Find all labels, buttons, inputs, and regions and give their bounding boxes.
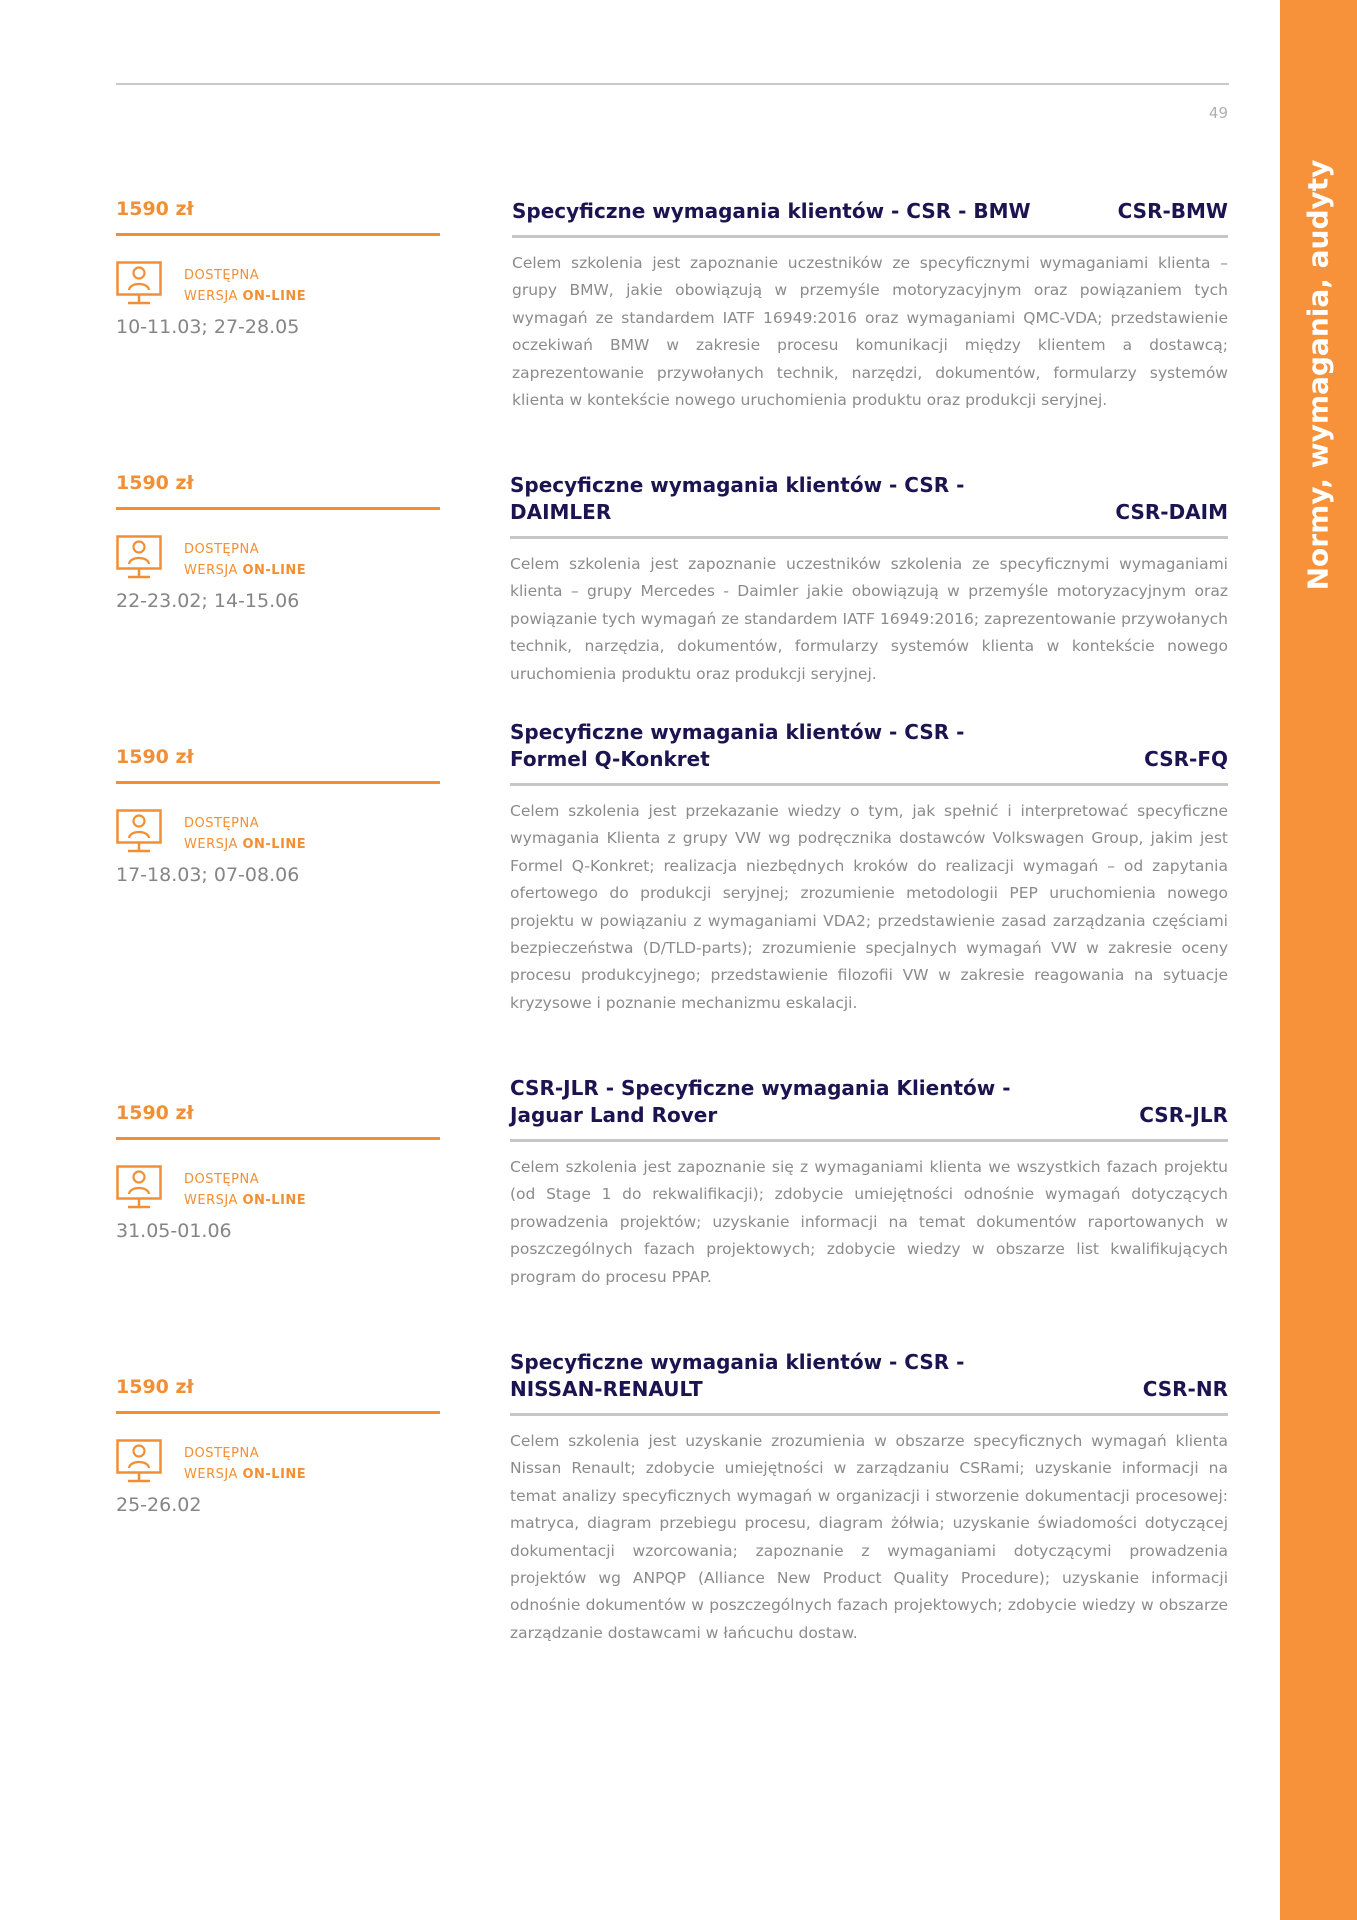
course-content (510, 472, 1228, 688)
online-label-prefix: WERSJA (184, 1467, 243, 1482)
course-price: 1590 zł (116, 1102, 194, 1124)
course-content (510, 1075, 1228, 1291)
online-label-prefix: WERSJA (184, 837, 243, 852)
course-dates: 22-23.02; 14-15.06 (116, 590, 300, 612)
course-price: 1590 zł (116, 198, 194, 220)
course-title: Specyficzne wymagania klientów - CSR - DAIMLER (510, 473, 965, 524)
online-label-prefix: WERSJA (184, 1193, 243, 1208)
course-meta (116, 472, 440, 612)
computer-user-icon (116, 809, 162, 854)
course-price: 1590 zł (116, 1376, 194, 1398)
course-description: Celem szkolenia jest przekazanie wiedzy o tym, jak spełnić i interpretować specyficzne wymagania Klienta z grupy VW wg podręcznika dostawców Volkswagen Group, jakim jest Formel Q-Konkret; realizacja niezbędnych kroków do realizacji wymagań – od zapytania ofertowego do produkcji seryjnej; zrozumienie metodologii PEP uruchomienia nowego projektu w powiązaniu z wymaganiami VDA2; przedstawienie zasad zarządzania częściami bezpieczeństwa (D/TLD-parts); zrozumienie specjalnych wymagań VW w zakresie oceny procesu produkcyjnego; przedstawienie filozofii VW w zakresie reagowania na sytuacje kryzysowe i poznanie mechanizmu eskalacji. (510, 802, 1228, 1012)
title-divider (510, 536, 1228, 539)
course-dates: 31.05-01.06 (116, 1220, 232, 1242)
course-meta (116, 198, 440, 338)
course-dates: 10-11.03; 27-28.05 (116, 316, 300, 338)
online-label-bold: ON-LINE (242, 1467, 307, 1482)
online-label-bold: ON-LINE (242, 837, 307, 852)
course-content (512, 198, 1228, 414)
online-label-line1: DOSTĘPNA (184, 1446, 260, 1461)
online-label-line1: DOSTĘPNA (184, 268, 260, 283)
course-dates: 17-18.03; 07-08.06 (116, 864, 300, 886)
title-divider (510, 783, 1228, 786)
course-meta (116, 1102, 440, 1242)
online-label-bold: ON-LINE (242, 289, 307, 304)
title-divider (512, 235, 1228, 238)
course-heading (510, 472, 1228, 526)
online-label-line1: DOSTĘPNA (184, 816, 260, 831)
course-heading (512, 198, 1228, 225)
course-price: 1590 zł (116, 472, 194, 494)
course-meta (116, 746, 440, 886)
course-title: Specyficzne wymagania klientów - CSR - BMW (512, 199, 1031, 223)
price-divider (116, 1137, 440, 1140)
top-divider (116, 83, 1229, 85)
online-label-bold: ON-LINE (242, 563, 307, 578)
course-code: CSR-FQ (1144, 747, 1228, 771)
computer-user-icon (116, 535, 162, 580)
course-dates: 25-26.02 (116, 1494, 202, 1516)
price-divider (116, 781, 440, 784)
course-code: CSR-BMW (1117, 199, 1228, 223)
title-divider (510, 1139, 1228, 1142)
price-divider (116, 1411, 440, 1414)
computer-user-icon (116, 1165, 162, 1210)
course-meta (116, 1376, 440, 1516)
online-label-line1: DOSTĘPNA (184, 1172, 260, 1187)
course-description: Celem szkolenia jest zapoznanie uczestników ze specyficznymi wymaganiami klienta – grupy BMW, jakie obowiązują w przemyśle motoryzacyjnym oraz powiązaniem tych wymagań ze standardem IATF 16949:2016 oraz wymaganiami QMC-VDA; przedstawienie oczekiwań BMW w zakresie procesu komunikacji między klientem a dostawcą; zaprezentowanie przywołanych technik, narzędzi, dokumentów, formularzy systemów klienta w kontekście nowego uruchomienia produktu oraz produkcji seryjnej. (512, 254, 1228, 410)
online-label-prefix: WERSJA (184, 289, 243, 304)
course-heading (510, 1349, 1228, 1403)
course-description: Celem szkolenia jest uzyskanie zrozumienia w obszarze specyficznych wymagań klienta Nissan Renault; zdobycie umiejętności w zarządzaniu CSRami; uzyskanie informacji na temat analizy specyficznych wymagań w organizacji i stworzenie dokumentacji procesowej: matryca, diagram przebiegu procesu, diagram żółwia; uzyskanie świadomości dotyczącej dokumentacji wzorcowania; zapoznanie z wymaganiami dotyczącymi prowadzenia projektów wg ANPQP (Alliance New Product Quality Procedure); uzyskanie informacji odnośnie dokumentów w poszczególnych fazach projektowych; zdobycie wiedzy w obszarze zarządzanie dostawcami w łańcuchu dostaw. (510, 1432, 1228, 1642)
price-divider (116, 233, 440, 236)
course-description: Celem szkolenia jest zapoznanie się z wymaganiami klienta we wszystkich fazach projektu (od Stage 1 do rekwalifikacji); zdobycie umiejętności odnośnie wymagań dotyczących prowadzenia projektów; uzyskanie informacji na temat dokumentów raportowanych w poszczególnych fazach projektowych; zdobycie wiedzy w obszarze list kwalifikujących program do procesu PPAP. (510, 1158, 1228, 1286)
online-availability (116, 261, 440, 307)
course-title: Specyficzne wymagania klientów - CSR - Formel Q-Konkret (510, 720, 965, 771)
online-label-line1: DOSTĘPNA (184, 542, 260, 557)
online-availability (116, 1165, 440, 1211)
online-availability (116, 1439, 440, 1485)
course-code: CSR-NR (1142, 1377, 1228, 1401)
online-label-bold: ON-LINE (242, 1193, 307, 1208)
computer-user-icon (116, 1439, 162, 1484)
course-code: CSR-JLR (1139, 1103, 1228, 1127)
online-availability (116, 535, 440, 581)
page-number: 49 (1208, 104, 1228, 122)
course-title: CSR-JLR - Specyficzne wymagania Klientów - Jaguar Land Rover (510, 1076, 1011, 1127)
online-availability (116, 809, 440, 855)
course-description: Celem szkolenia jest zapoznanie uczestników szkolenia ze specyficznymi wymaganiami klienta – grupy Mercedes - Daimler jakie obowiązują w przemyśle motoryzacyjnym oraz powiązanie tych wymagań ze standardem IATF 16949:2016; zaprezentowanie przywołanych technik, narzędzia, dokumentów, formularzy systemów klienta w kontekście nowego uruchomienia produktu oraz produkcji seryjnej. (510, 555, 1228, 683)
course-heading (510, 1075, 1228, 1129)
course-heading (510, 719, 1228, 773)
course-title: Specyficzne wymagania klientów - CSR - NISSAN-RENAULT (510, 1350, 965, 1401)
course-content (510, 1349, 1228, 1647)
computer-user-icon (116, 261, 162, 306)
price-divider (116, 507, 440, 510)
course-content (510, 719, 1228, 1017)
section-side-label: Normy, wymagania, audyty (1301, 159, 1335, 591)
course-price: 1590 zł (116, 746, 194, 768)
title-divider (510, 1413, 1228, 1416)
course-code: CSR-DAIM (1115, 500, 1228, 524)
online-label-prefix: WERSJA (184, 563, 243, 578)
